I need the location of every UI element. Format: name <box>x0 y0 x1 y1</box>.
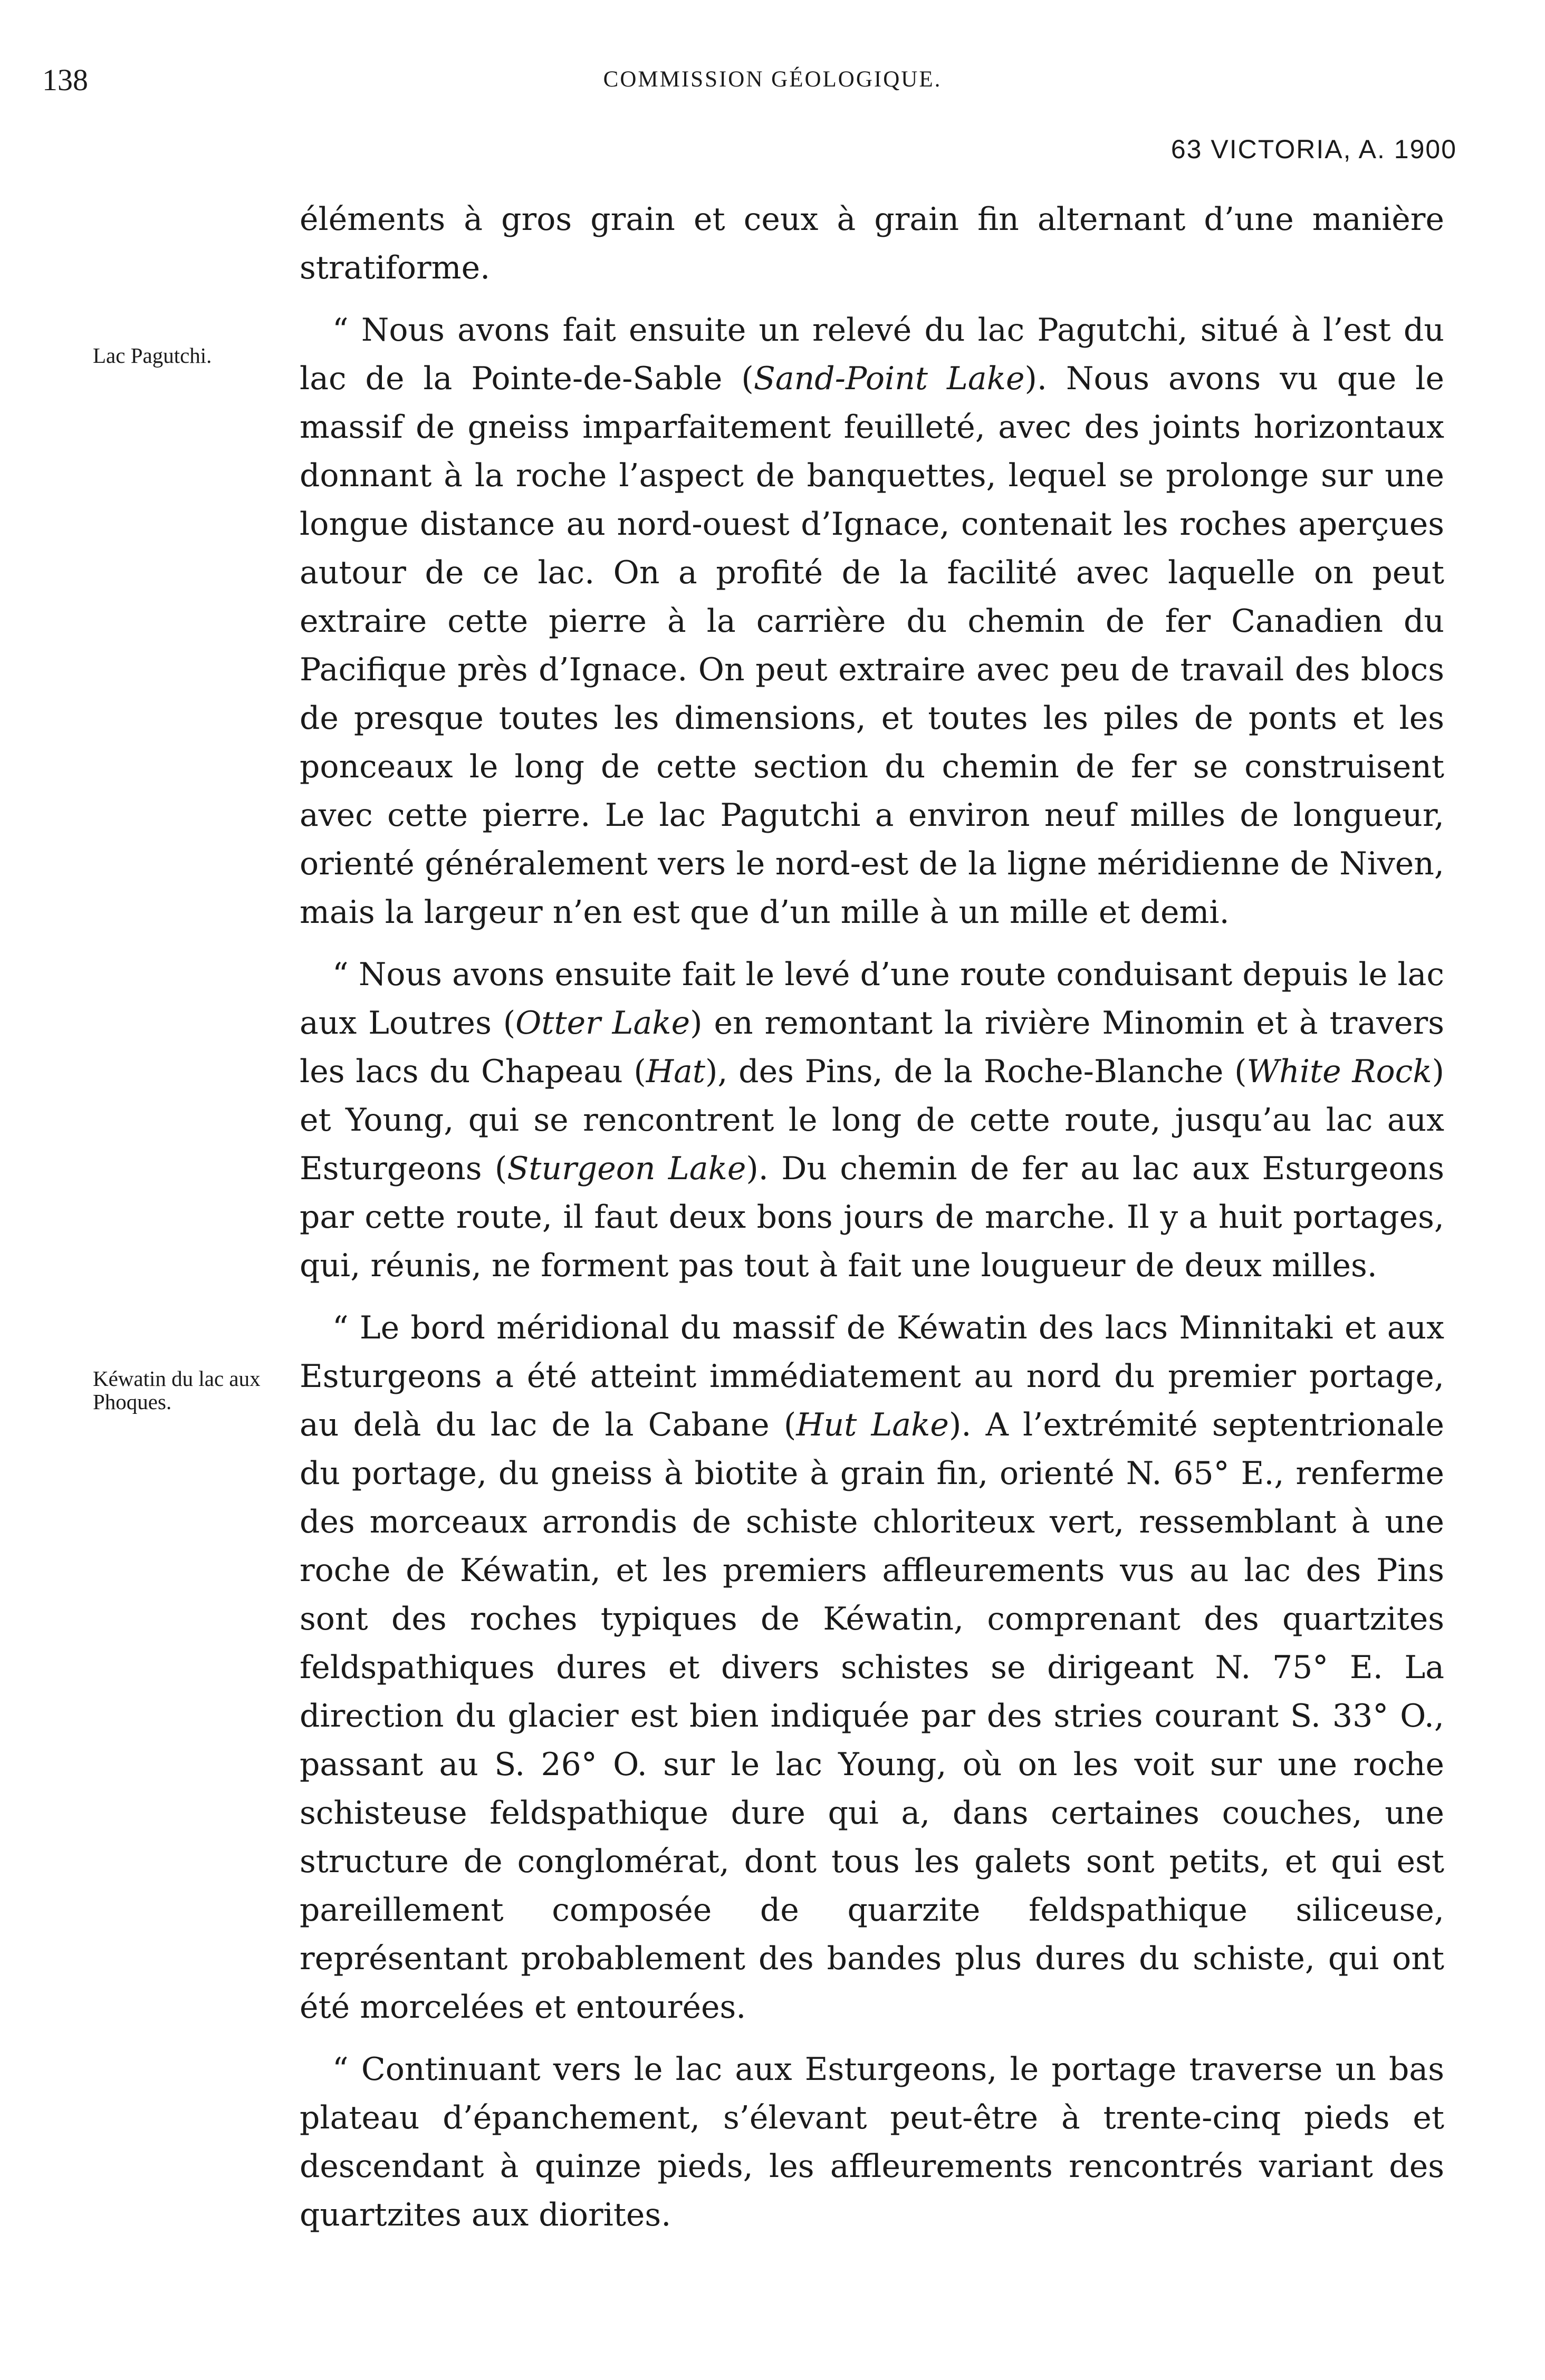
paragraph-3-text-b: ) en remontant la rivière Minomin et à travers les lacs du Chapeau ( <box>300 1005 1445 1090</box>
paragraph-4 <box>300 1304 1444 2031</box>
margin-note-kewatin: Kéwatin du lac aux Phoques. <box>93 1366 261 1414</box>
paragraph-3-italic-2: Hat <box>646 1053 705 1090</box>
body-text <box>300 195 1444 2239</box>
paragraph-2-italic-1: Sand-Point Lake <box>753 360 1025 397</box>
page-number: 138 <box>42 63 88 97</box>
session-reference: 63 VICTORIA, A. 1900 <box>1170 134 1457 164</box>
paragraph-4-italic-1: Hut Lake <box>796 1406 949 1443</box>
paragraph-1: éléments à gros grain et ceux à grain fin alternant d’une manière stratiforme. <box>300 201 1444 286</box>
paragraph-3-italic-1: Otter Lake <box>515 1005 690 1042</box>
paragraph-3-text-a: “ Nous avons ensuite fait le levé d’une route conduisant depuis le lac aux Loutres ( <box>300 956 1444 1042</box>
paragraph-3 <box>300 950 1444 1290</box>
paragraph-3-text-c: ), des Pins, de la Roche-Blanche ( <box>705 1053 1247 1090</box>
paragraph-3-italic-3: White Rock <box>1246 1053 1432 1090</box>
running-title: COMMISSION GÉOLOGIQUE. <box>603 67 942 92</box>
margin-note-lac-pagutchi: Lac Pagutchi. <box>93 343 212 368</box>
paragraph-5: “ Continuant vers le lac aux Esturgeons, le portage traverse un bas plateau d’épanchement, s’élevant peut-être à trente-cinq pieds et descendant à quinze pieds, les affleurements rencontrés variant des quartzites aux diorites. <box>300 2051 1444 2233</box>
paragraph-3-text-d: ) et Young, qui se rencontrent le long de cette route, jusqu’au lac aux Esturgeons ( <box>300 1053 1445 1187</box>
paragraph-4-text-b: ). A l’extrémité septentrionale du portage, du gneiss à biotite à grain fin, orienté N. 65° E., renferme des morceaux arrondis de schiste chloriteux vert, ressemblant à une roche de Kéwatin, et les premiers affleurements vus au lac des Pins sont des roches typiques de Kéwatin, comprenant des quartzites feldspathiques dures et divers schistes se dirigeant N. 75° E. La direction du glacier est bien indiquée par des stries courant S. 33° O., passant au S. 26° O. sur le lac Young, où on les voit sur une roche schisteuse feldspathique dure qui a, dans certaines couches, une structure de conglomérat, dont tous les galets sont petits, et qui est pareillement composée de quarzite feldspathique siliceuse, représentant probablement des bandes plus dures du schiste, qui ont été morcelées et entourées. <box>300 1406 1444 2026</box>
paragraph-4-text-a: “ Le bord méridional du massif de Kéwatin des lacs Minnitaki et aux Esturgeons a été atteint immédiatement au nord du premier portage, au delà du lac de la Cabane ( <box>300 1309 1444 1443</box>
paragraph-3-text-e: ). Du chemin de fer au lac aux Esturgeons par cette route, il faut deux bons jours de marche. Il y a huit portages, qui, réunis, ne forment pas tout à fait une lougueur de deux milles. <box>300 1150 1445 1284</box>
paragraph-2-text-b: ). Nous avons vu que le massif de gneiss imparfaitement feuilleté, avec des joints horizontaux donnant à la roche l’aspect de banquettes, lequel se prolonge sur une longue distance au nord-ouest d’Ignace, contenait les roches aperçues autour de ce lac. On a profité de la facilité avec laquelle on peut extraire cette pierre à la carrière du chemin de fer Canadien du Pacifique près d’Ignace. On peut extraire avec peu de travail des blocs de presque toutes les dimensions, et toutes les piles de ponts et les ponceaux le long de cette section du chemin de fer se construisent avec cette pierre. Le lac Pagutchi a environ neuf milles de longueur, orienté généralement vers le nord-est de la ligne méridienne de Niven, mais la largeur n’en est que d’un mille à un mille et demi. <box>300 360 1444 931</box>
paragraph-3-italic-4: Sturgeon Lake <box>507 1150 746 1187</box>
paragraph-2-text-a: “ Nous avons fait ensuite un relevé du lac Pagutchi, situé à l’est du lac de la Pointe-de-Sable ( <box>300 312 1444 397</box>
paragraph-2 <box>300 306 1444 937</box>
